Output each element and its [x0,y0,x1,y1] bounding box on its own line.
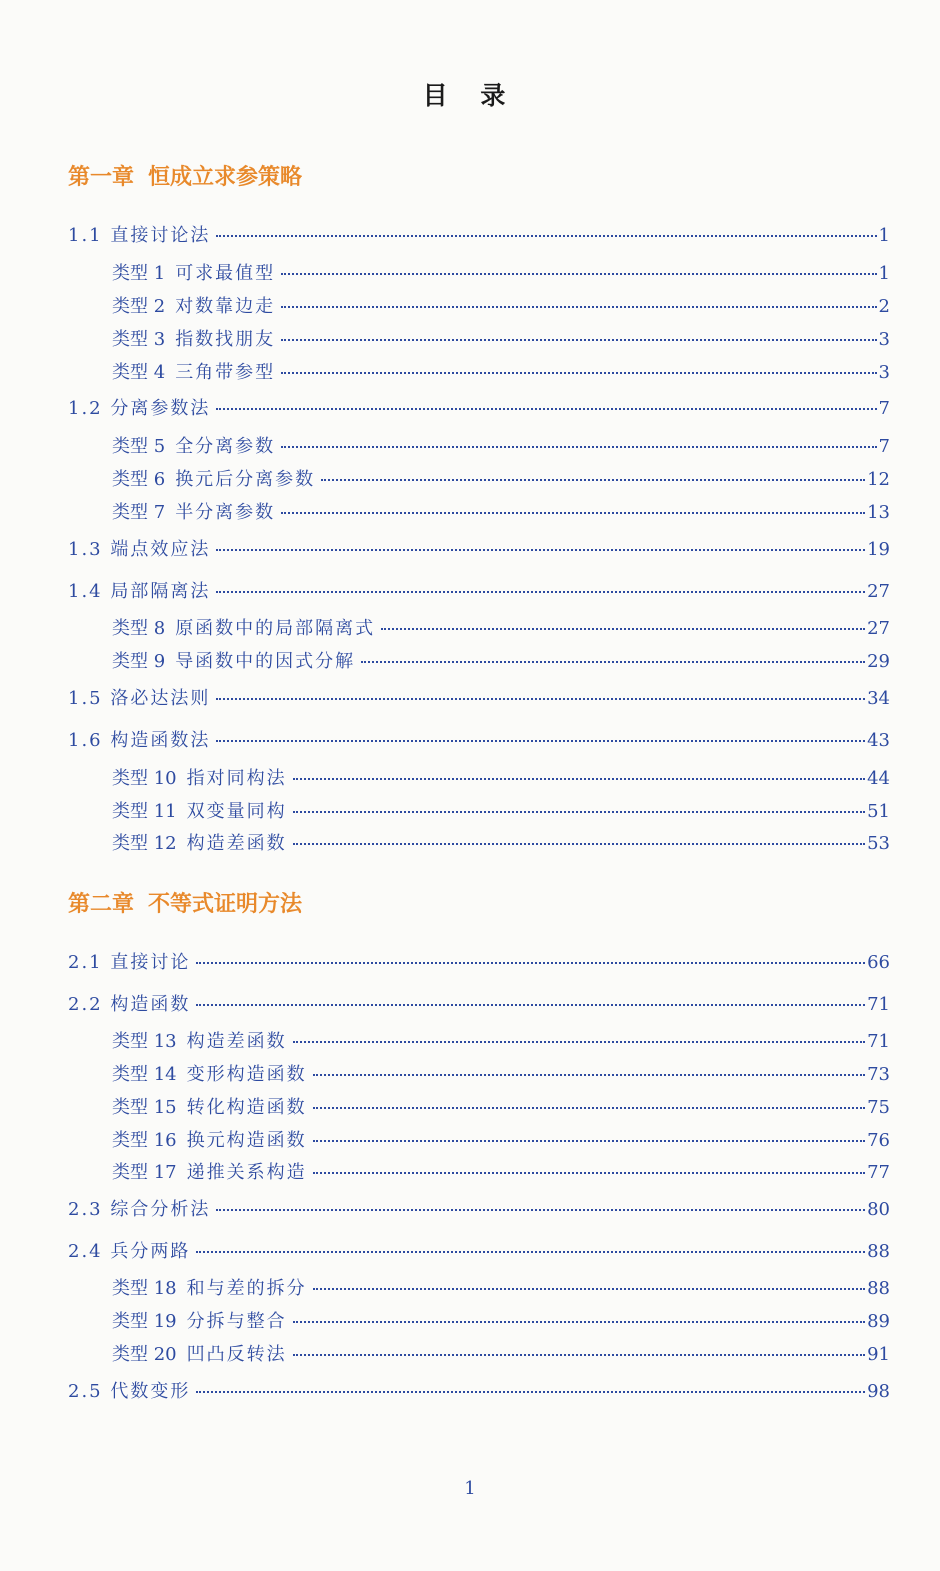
type-number: 类型 11 [112,801,177,822]
page-number: 1 [464,1478,476,1499]
entry-page: 1 [878,263,890,284]
toc-entry-2-3[interactable] [68,1197,890,1223]
dot-leader [293,1041,865,1043]
entry-page: 19 [867,539,890,560]
entry-page: 91 [867,1344,890,1365]
entry-page: 76 [867,1130,890,1151]
type-number: 类型 6 [112,469,166,490]
toc-entry-1-6[interactable] [68,728,890,754]
entry-label: 换元后分离参数 [175,469,316,490]
type-number: 类型 8 [112,618,166,639]
toc-entry-type-1[interactable] [112,261,890,287]
entry-label: 2.2 构造函数 [68,994,191,1015]
dot-leader [321,479,865,481]
entry-page: 7 [878,398,890,419]
entry-page: 88 [867,1241,890,1262]
dot-leader [293,843,865,845]
dot-leader [216,408,876,410]
entry-label: 转化构造函数 [186,1097,307,1118]
entry-label: 1.1 直接讨论法 [68,225,211,246]
type-number: 类型 18 [112,1278,177,1299]
entry-page: 80 [867,1199,890,1220]
entry-label: 三角带参型 [175,362,276,383]
entry-label: 2.1 直接讨论 [68,952,191,973]
toc-entry-type-15[interactable] [112,1095,890,1121]
entry-page: 75 [867,1097,890,1118]
type-number: 类型 12 [112,833,177,854]
toc-entry-type-12[interactable] [112,831,890,857]
dot-leader [281,512,865,514]
toc-entry-1-4[interactable] [68,579,890,605]
entry-label: 1.3 端点效应法 [68,539,211,560]
entry-label: 导函数中的因式分解 [175,651,356,672]
entry-label: 双变量同构 [186,801,287,822]
entry-label: 2.3 综合分析法 [68,1199,211,1220]
entry-label: 指对同构法 [186,768,287,789]
entry-label: 递推关系构造 [186,1162,307,1183]
entry-label: 换元构造函数 [186,1130,307,1151]
entry-page: 3 [878,362,890,383]
dot-leader [281,339,876,341]
chapter-title: 恒成立求参策略 [148,165,303,190]
entry-label: 分拆与整合 [186,1311,287,1332]
dot-leader [281,306,876,308]
dot-leader [313,1140,865,1142]
entry-page: 98 [867,1381,890,1402]
dot-leader [381,628,865,630]
toc-entry-1-1[interactable] [68,223,890,249]
toc-entry-2-1[interactable] [68,950,890,976]
entry-page: 1 [878,225,890,246]
entry-page: 66 [867,952,890,973]
toc-entry-type-10[interactable] [112,766,890,792]
dot-leader [216,591,865,593]
dot-leader [281,273,876,275]
dot-leader [216,740,865,742]
dot-leader [216,1209,865,1211]
dot-leader [293,1321,865,1323]
entry-label: 变形构造函数 [186,1064,307,1085]
type-number: 类型 10 [112,768,177,789]
chapter-number: 第一章 [68,165,135,190]
dot-leader [196,1391,865,1393]
toc-entry-type-7[interactable] [112,500,890,526]
entry-page: 88 [867,1278,890,1299]
type-number: 类型 15 [112,1097,177,1118]
type-number: 类型 1 [112,263,166,284]
toc-title: 目 录 [422,81,518,110]
entry-page: 53 [867,833,890,854]
type-number: 类型 5 [112,436,166,457]
toc-entry-2-4[interactable] [68,1239,890,1265]
dot-leader [313,1288,865,1290]
toc-entry-type-11[interactable] [112,799,890,825]
type-number: 类型 20 [112,1344,177,1365]
toc-entry-type-13[interactable] [112,1029,890,1055]
type-number: 类型 19 [112,1311,177,1332]
type-number: 类型 4 [112,362,166,383]
entry-page: 44 [867,768,890,789]
entry-label: 凹凸反转法 [186,1344,287,1365]
chapter-number: 第二章 [68,892,135,917]
toc-entry-type-2[interactable] [112,294,890,320]
entry-label: 和与差的拆分 [186,1278,307,1299]
toc-entry-1-3[interactable] [68,537,890,563]
entry-label: 2.4 兵分两路 [68,1241,191,1262]
dot-leader [293,778,865,780]
dot-leader [196,1004,865,1006]
entry-page: 34 [867,688,890,709]
entry-page: 12 [867,469,890,490]
toc-entry-type-14[interactable] [112,1062,890,1088]
toc-entry-1-5[interactable] [68,686,890,712]
chapter-1-heading[interactable] [68,160,302,191]
entry-page: 51 [867,801,890,822]
toc-entry-1-2[interactable] [68,396,890,422]
dot-leader [293,811,865,813]
entry-page: 29 [867,651,890,672]
dot-leader [361,661,865,663]
dot-leader [216,235,876,237]
toc-entry-type-16[interactable] [112,1128,890,1154]
toc-entry-type-8[interactable] [112,616,890,642]
dot-leader [281,446,876,448]
toc-entry-type-5[interactable] [112,434,890,460]
entry-page: 2 [878,296,890,317]
entry-page: 27 [867,618,890,639]
type-number: 类型 13 [112,1031,177,1052]
dot-leader [216,698,865,700]
dot-leader [313,1107,865,1109]
type-number: 类型 7 [112,502,166,523]
dot-leader [281,372,876,374]
entry-label: 半分离参数 [175,502,276,523]
entry-page: 77 [867,1162,890,1183]
entry-label: 1.2 分离参数法 [68,398,211,419]
toc-entry-type-18[interactable] [112,1276,890,1302]
type-number: 类型 17 [112,1162,177,1183]
entry-label: 1.5 洛必达法则 [68,688,211,709]
entry-page: 71 [867,1031,890,1052]
entry-label: 可求最值型 [175,263,276,284]
entry-label: 指数找朋友 [175,329,276,350]
toc-entry-type-3[interactable] [112,327,890,353]
entry-page: 73 [867,1064,890,1085]
chapter-title: 不等式证明方法 [148,892,303,917]
entry-label: 对数靠边走 [175,296,276,317]
type-number: 类型 16 [112,1130,177,1151]
chapter-2-heading[interactable] [68,887,302,918]
toc-entry-2-2[interactable] [68,992,890,1018]
type-number: 类型 14 [112,1064,177,1085]
type-number: 类型 2 [112,296,166,317]
entry-label: 1.6 构造函数法 [68,730,211,751]
entry-label: 1.4 局部隔离法 [68,581,211,602]
entry-label: 原函数中的局部隔离式 [175,618,376,639]
toc-entry-type-17[interactable] [112,1160,890,1186]
entry-page: 13 [867,502,890,523]
entry-page: 3 [878,329,890,350]
dot-leader [216,549,865,551]
entry-label: 构造差函数 [186,1031,287,1052]
entry-page: 27 [867,581,890,602]
dot-leader [196,962,865,964]
entry-page: 7 [878,436,890,457]
dot-leader [293,1354,865,1356]
entry-label: 构造差函数 [186,833,287,854]
dot-leader [196,1251,865,1253]
toc-entry-type-20[interactable] [112,1342,890,1368]
entry-page: 89 [867,1311,890,1332]
dot-leader [313,1074,865,1076]
type-number: 类型 9 [112,651,166,672]
entry-label: 2.5 代数变形 [68,1381,191,1402]
entry-label: 全分离参数 [175,436,276,457]
dot-leader [313,1172,865,1174]
toc-entry-2-5[interactable] [68,1379,890,1405]
toc-entry-type-19[interactable] [112,1309,890,1335]
toc-entry-type-9[interactable] [112,649,890,675]
entry-page: 71 [867,994,890,1015]
type-number: 类型 3 [112,329,166,350]
entry-page: 43 [867,730,890,751]
toc-entry-type-6[interactable] [112,467,890,493]
toc-entry-type-4[interactable] [112,360,890,386]
